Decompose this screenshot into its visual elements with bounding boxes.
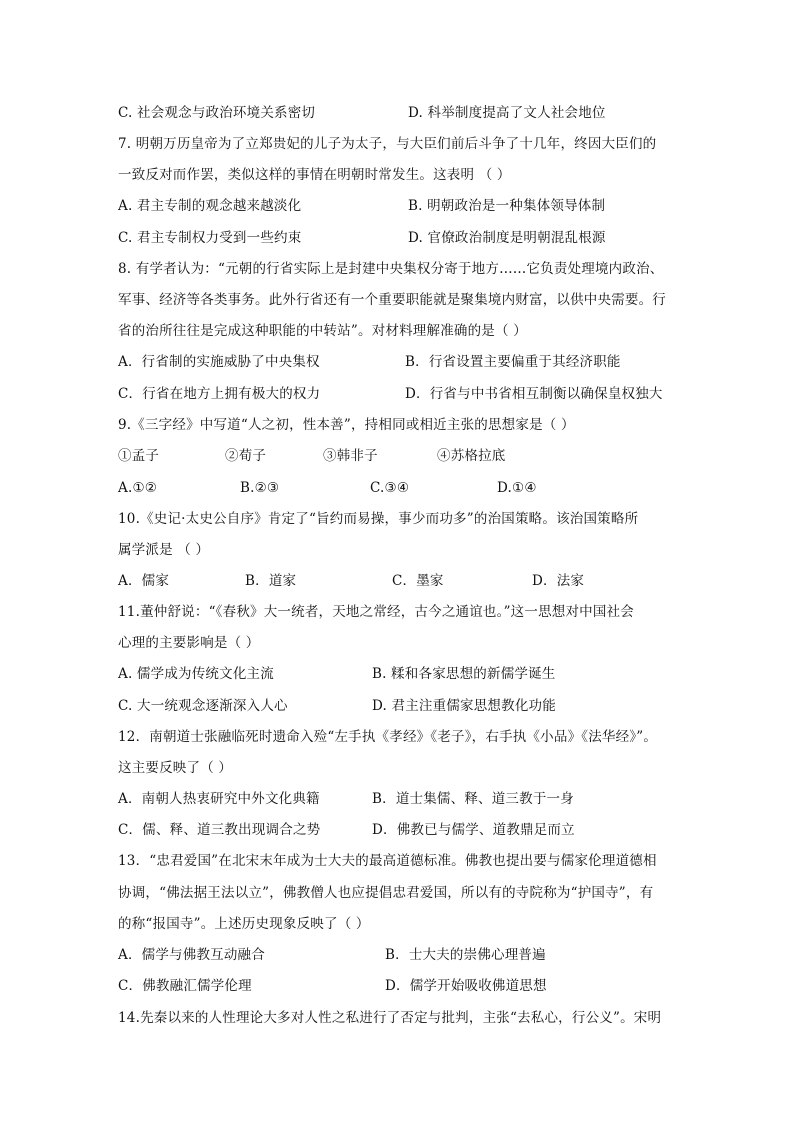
q10-option-d: D．法家 — [532, 573, 585, 589]
q7-stem-line1: 7. 明朝万历皇帝为了立郑贵妃的儿子为太子，与大臣们前后斗争了十几年，终因大臣们的 — [118, 136, 657, 152]
q6-option-c: C. 社会观念与政治环境关系密切 — [118, 105, 316, 121]
q7-stem-line2: 一致反对而作罢，类似这样的事情在明朝时常发生。这表明 （ ） — [118, 167, 511, 183]
q13-stem-line2: 协调，“佛法据王法以立”，佛教僧人也应提倡忠君爱国，所以有的寺院称为“护国寺”，有 — [118, 885, 654, 901]
q9-option-d: D.①④ — [497, 480, 537, 496]
q12-stem-line2: 这主要反映了（ ） — [118, 760, 233, 776]
q11-option-d: D. 君主注重儒家思想教化功能 — [372, 698, 556, 714]
q9-option-b: B.②③ — [240, 480, 280, 496]
q13-option-d: D．儒学开始吸收佛道思想 — [385, 978, 547, 994]
q7-option-a: A. 君主专制的观念越来越淡化 — [118, 198, 302, 214]
q10-option-c: C．墨家 — [392, 573, 444, 589]
q8-stem-line3: 省的治所往往是完成这种职能的中转站”。对材料理解准确的是（ ） — [118, 323, 527, 339]
q13-stem-line3: 的称“报国寺”。上述历史现象反映了（ ） — [118, 916, 370, 932]
q8-option-d: D．行省与中书省相互制衡以确保皇权独大 — [405, 386, 663, 402]
q9-option-a: A.①② — [118, 480, 158, 496]
q11-option-c: C. 大一统观念逐渐深入人心 — [118, 698, 288, 714]
q7-option-c: C. 君主专制权力受到一些约束 — [118, 230, 302, 246]
q8-option-c: C．行省在地方上拥有极大的权力 — [118, 386, 321, 402]
q13-option-c: C．佛教融汇儒学伦理 — [118, 978, 252, 994]
q11-stem-line2: 心理的主要影响是（ ） — [118, 635, 260, 651]
q9-stem: 9.《三字经》中写道“人之初，性本善”，持相同或相近主张的思想家是（ ） — [118, 417, 575, 433]
q10-option-b: B．道家 — [245, 573, 297, 589]
q6-option-d: D. 科举制度提高了文人社会地位 — [408, 105, 606, 121]
q11-stem-line1: 11.董仲舒说：“《春秋》大一统者，天地之常经，古今之通谊也。”这一思想对中国社会 — [118, 604, 634, 620]
q9-item-4: ④苏格拉底 — [437, 448, 506, 464]
q7-option-d: D. 官僚政治制度是明朝混乱根源 — [408, 230, 606, 246]
q10-stem-line1: 10.《史记·太史公自序》肯定了“旨约而易操，事少而功多”的治国策略。该治国策略所 — [118, 511, 639, 527]
q10-option-a: A．儒家 — [118, 573, 170, 589]
q13-option-b: B．士大夫的崇佛心理普遍 — [385, 947, 546, 963]
q7-option-b: B. 明朝政治是一种集体领导体制 — [408, 198, 606, 214]
q12-option-d: D．佛教已与儒学、道教鼎足而立 — [372, 822, 575, 838]
q9-item-1: ①孟子 — [118, 448, 160, 464]
q13-option-a: A．儒学与佛教互动融合 — [118, 947, 265, 963]
q12-stem-line1: 12．南朝道士张融临死时遗命入殓“左手执《孝经》《老子》，右手执《小品》《法华经》”。 — [118, 729, 658, 745]
q10-stem-line2: 属学派是 （ ） — [118, 542, 210, 558]
q12-option-b: B．道士集儒、释、道三教于一身 — [372, 791, 574, 807]
q14-stem-line1: 14.先秦以来的人性理论大多对人性之私进行了否定与批判，主张“去私心，行公义”。宋明 — [118, 1010, 662, 1026]
q9-item-3: ③韩非子 — [323, 448, 378, 464]
q13-stem-line1: 13．“忠君爱国”在北宋末年成为士大夫的最高道德标准。佛教也提出要与儒家伦理道德相 — [118, 853, 657, 869]
q12-option-a: A．南朝人热衷研究中外文化典籍 — [118, 791, 320, 807]
q11-option-b: B. 糅和各家思想的新儒学诞生 — [372, 666, 556, 682]
q8-option-a: A．行省制的实施威胁了中央集权 — [118, 354, 320, 370]
q12-option-c: C．儒、释、道三教出现调合之势 — [118, 822, 321, 838]
q11-option-a: A. 儒学成为传统文化主流 — [118, 666, 274, 682]
q9-option-c: C.③④ — [370, 480, 410, 496]
q8-stem-line1: 8. 有学者认为：“元朝的行省实际上是封建中央集权分寄于地方……它负责处理境内政治、 — [118, 261, 664, 277]
q9-item-2: ②荀子 — [225, 448, 267, 464]
q8-option-b: B．行省设置主要偏重于其经济职能 — [405, 354, 621, 370]
q8-stem-line2: 军事、经济等各类事务。此外行省还有一个重要职能就是聚集境内财富，以供中央需要。行 — [118, 292, 666, 308]
